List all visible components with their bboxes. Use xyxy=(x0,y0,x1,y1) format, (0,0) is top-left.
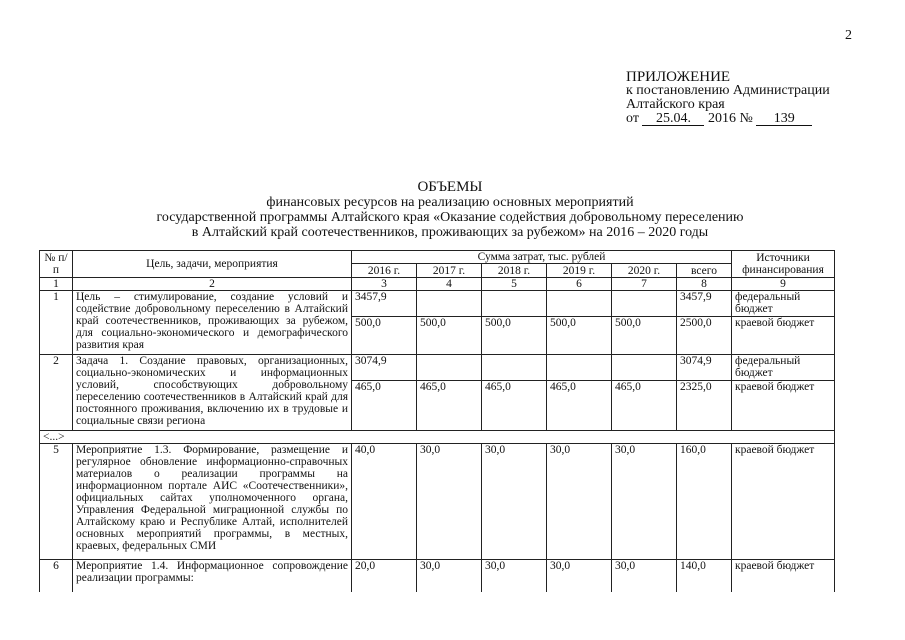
column-number: 5 xyxy=(482,278,547,291)
cell-value: 20,0 xyxy=(352,560,417,592)
appendix-line-1: к постановлению Администрации xyxy=(626,83,830,98)
column-number: 4 xyxy=(417,278,482,291)
header-year: 2016 г. xyxy=(352,264,417,278)
table-row xyxy=(40,291,835,317)
cell-value: 500,0 xyxy=(352,317,417,355)
page-number: 2 xyxy=(845,28,852,43)
header-year: 2020 г. xyxy=(612,264,677,278)
heading-line-1: финансовых ресурсов на реализацию основных мероприятий xyxy=(266,195,634,210)
cell-source: краевой бюджет xyxy=(732,444,835,560)
heading-line-3: в Алтайский край соотечественников, проживающих за рубежом» на 2016 – 2020 годы xyxy=(191,225,709,240)
cell-value: 30,0 xyxy=(417,560,482,592)
appendix-number: 139 xyxy=(756,112,812,126)
header-source: Источники финансирования xyxy=(732,251,835,278)
column-number-row xyxy=(40,278,835,291)
ellipsis-row xyxy=(40,431,835,444)
cell-value xyxy=(612,291,677,317)
heading-title: ОБЪЕМЫ xyxy=(417,179,483,195)
column-number: 3 xyxy=(352,278,417,291)
row-num: 2 xyxy=(40,355,73,431)
appendix-year: 2016 № xyxy=(707,111,753,126)
header-num: № п/п xyxy=(40,251,73,278)
cell-value: 30,0 xyxy=(612,444,677,560)
appendix-date-line xyxy=(626,112,830,126)
table-row xyxy=(40,560,835,592)
cell-value: 30,0 xyxy=(547,444,612,560)
cell-value: 465,0 xyxy=(352,381,417,431)
header-total: всего xyxy=(677,264,732,278)
header-goal: Цель, задачи, мероприятия xyxy=(73,251,352,278)
cell-total: 140,0 xyxy=(677,560,732,592)
row-num: 6 xyxy=(40,560,73,592)
cell-value: 30,0 xyxy=(482,560,547,592)
cell-value xyxy=(417,291,482,317)
cell-total: 3074,9 xyxy=(677,355,732,381)
cell-value: 30,0 xyxy=(547,560,612,592)
cell-value xyxy=(417,355,482,381)
ellipsis: <...> xyxy=(40,431,835,444)
appendix-block xyxy=(626,70,830,126)
header-sum: Сумма затрат, тыс. рублей xyxy=(352,251,732,264)
cell-value: 465,0 xyxy=(417,381,482,431)
row-text: Мероприятие 1.4. Информационное сопровождение реализации программы: xyxy=(73,560,352,592)
table-row xyxy=(40,355,835,381)
cell-total: 2500,0 xyxy=(677,317,732,355)
appendix-line-2: Алтайского края xyxy=(626,97,725,112)
cell-source: краевой бюджет xyxy=(732,317,835,355)
column-number: 2 xyxy=(73,278,352,291)
cell-value: 500,0 xyxy=(547,317,612,355)
header-year: 2017 г. xyxy=(417,264,482,278)
cell-value: 30,0 xyxy=(417,444,482,560)
cell-value: 40,0 xyxy=(352,444,417,560)
cell-source: краевой бюджет xyxy=(732,381,835,431)
cell-value: 465,0 xyxy=(547,381,612,431)
cell-value xyxy=(547,291,612,317)
column-number: 8 xyxy=(677,278,732,291)
cell-source: краевой бюджет xyxy=(732,560,835,592)
appendix-prefix: от xyxy=(626,111,639,126)
column-number: 9 xyxy=(732,278,835,291)
cell-source: федеральный бюджет xyxy=(732,291,835,317)
appendix-date: 25.04. xyxy=(642,112,704,126)
column-number: 7 xyxy=(612,278,677,291)
cell-value: 500,0 xyxy=(417,317,482,355)
table-row xyxy=(40,444,835,560)
heading-line-2: государственной программы Алтайского края «Оказание содействия добровольному переселению xyxy=(156,210,744,225)
row-text: Задача 1. Создание правовых, организационных, социально-экономических и информационных условий, способствующих добровольному переселению соотечественников в Алтайский край для постоянного проживания, включению их в трудовые и социальные связи региона xyxy=(73,355,352,431)
cell-value xyxy=(612,355,677,381)
cell-value: 3457,9 xyxy=(352,291,417,317)
finance-table xyxy=(39,250,835,592)
cell-total: 160,0 xyxy=(677,444,732,560)
cell-value: 465,0 xyxy=(482,381,547,431)
header-row-1 xyxy=(40,251,835,264)
row-num: 1 xyxy=(40,291,73,355)
cell-value: 500,0 xyxy=(482,317,547,355)
cell-value: 500,0 xyxy=(612,317,677,355)
cell-value: 465,0 xyxy=(612,381,677,431)
document-heading xyxy=(120,180,780,240)
cell-value xyxy=(547,355,612,381)
row-text: Мероприятие 1.3. Формирование, размещение и регулярное обновление информационно-справочных материалов о реализации программы на информационном портале АИС «Соотечественники», официальных сайтах уполномоченного органа, Управления Федеральной миграционной службы по Алтайскому краю и Республике Алтай, исполнителей основных мероприятий программы, в местных, краевых, федеральных СМИ xyxy=(73,444,352,560)
cell-value: 30,0 xyxy=(482,444,547,560)
cell-value xyxy=(482,291,547,317)
cell-value: 30,0 xyxy=(612,560,677,592)
cell-total: 3457,9 xyxy=(677,291,732,317)
cell-total: 2325,0 xyxy=(677,381,732,431)
column-number: 6 xyxy=(547,278,612,291)
row-text: Цель – стимулирование, создание условий и содействие добровольному переселению в Алтайский край соотечественников, проживающих за рубежом, для социально-экономического и демографического развития края xyxy=(73,291,352,355)
header-year: 2018 г. xyxy=(482,264,547,278)
cell-value: 3074,9 xyxy=(352,355,417,381)
header-year: 2019 г. xyxy=(547,264,612,278)
row-num: 5 xyxy=(40,444,73,560)
column-number: 1 xyxy=(40,278,73,291)
appendix-title: ПРИЛОЖЕНИЕ xyxy=(626,69,731,85)
cell-value xyxy=(482,355,547,381)
cell-source: федеральный бюджет xyxy=(732,355,835,381)
